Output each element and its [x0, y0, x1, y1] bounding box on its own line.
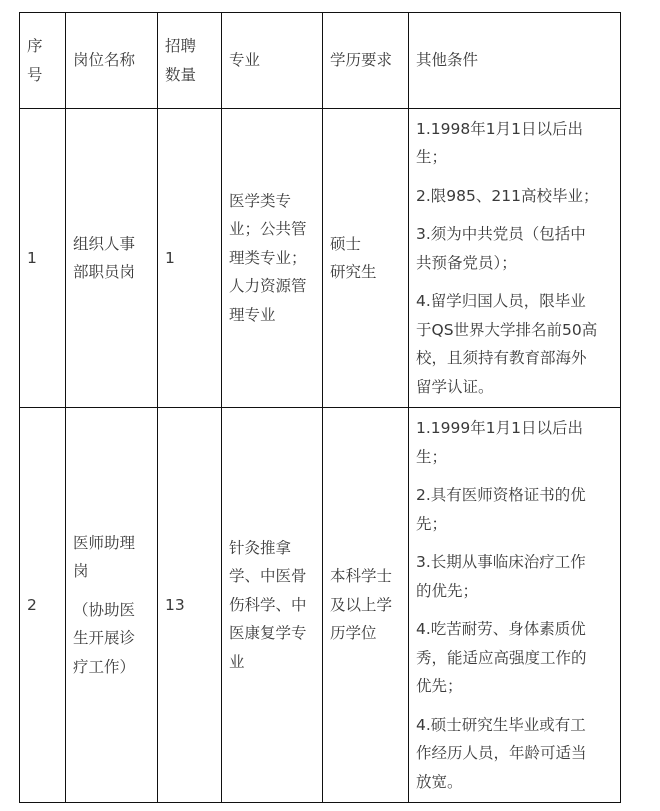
paragraph: [165, 32, 215, 89]
paragraph: [27, 32, 59, 89]
text-line: 其他条件: [416, 51, 479, 70]
text-line: 1.1999年1月1日以后出: [416, 419, 583, 437]
cell-index: [20, 109, 66, 408]
paragraph: [416, 615, 614, 701]
paragraph: [229, 187, 316, 330]
header-row: [20, 13, 621, 109]
text-line: 1: [165, 248, 175, 267]
paragraph: [330, 562, 402, 648]
text-line: 本科学士: [330, 567, 393, 586]
text-line: 硕士: [330, 234, 362, 253]
text-line: 历学位: [330, 624, 377, 643]
text-line: 秀，能适应高强度工作的: [416, 648, 587, 667]
table-row: [20, 408, 621, 803]
paragraph: [416, 414, 614, 471]
text-line: 招聘: [165, 37, 197, 55]
text-line: 针灸推拿: [229, 538, 292, 557]
cell-headcount: [158, 408, 222, 803]
text-line: 生；: [416, 447, 448, 466]
paragraph: [229, 46, 316, 75]
text-line: 伤科学、中: [229, 595, 307, 614]
cell-education: [323, 109, 409, 408]
paragraph: [416, 548, 614, 605]
text-line: 作经历人员，年龄可适当: [416, 744, 587, 762]
paragraph: [416, 711, 614, 797]
text-line: 1: [27, 248, 37, 267]
paragraph: [330, 46, 402, 75]
text-line: 学、中医骨: [229, 567, 307, 586]
text-line: 岗位名称: [73, 51, 136, 70]
text-line: 的优先；: [416, 581, 479, 600]
paragraph: [73, 230, 151, 287]
text-line: 2.限985、211高校毕业；: [416, 186, 599, 205]
text-line: 共预备党员）；: [416, 253, 517, 272]
text-line: 1.1998年1月1日以后出: [416, 119, 583, 138]
paragraph: [416, 481, 614, 538]
text-line: 人力资源管: [229, 277, 307, 296]
text-line: 3.长期从事临床治疗工作: [416, 553, 586, 571]
paragraph: [229, 534, 316, 677]
cell-position-name: [66, 13, 158, 109]
cell-major: [222, 408, 323, 803]
text-line: 部职员岗: [73, 263, 136, 281]
paragraph: [416, 220, 614, 277]
text-line: 序: [27, 37, 43, 55]
text-line: 组织人事: [73, 234, 136, 253]
text-line: 生开展诊: [73, 629, 136, 648]
text-line: （协助医: [73, 600, 136, 619]
text-line: 放宽。: [416, 772, 463, 791]
text-line: 13: [165, 595, 185, 614]
text-line: 留学认证。: [416, 377, 494, 396]
text-line: 2.具有医师资格证书的优: [416, 486, 586, 504]
table-row: [20, 109, 621, 408]
text-line: 校，且须持有教育部海外: [416, 349, 587, 368]
cell-major: [222, 13, 323, 109]
cell-headcount: [158, 13, 222, 109]
text-line: 号: [27, 65, 43, 84]
cell-other-requirements: [409, 13, 621, 109]
paragraph: [73, 529, 151, 586]
cell-education: [323, 13, 409, 109]
text-line: 理类专业；: [229, 248, 307, 267]
text-line: 理专业: [229, 305, 276, 324]
paragraph: [330, 230, 402, 287]
text-line: 岗: [73, 562, 89, 581]
text-line: 优先；: [416, 677, 463, 695]
paragraph: [165, 244, 215, 273]
text-line: 4.吃苦耐劳、身体素质优: [416, 620, 586, 638]
cell-index: [20, 13, 66, 109]
text-line: 及以上学: [330, 595, 393, 614]
text-line: 业: [229, 652, 245, 671]
text-line: 2: [27, 595, 37, 614]
paragraph: [73, 46, 151, 75]
cell-position-name: [66, 408, 158, 803]
text-line: 专业: [229, 51, 261, 70]
text-line: 业；公共管: [229, 220, 307, 239]
paragraph: [165, 591, 215, 620]
cell-position-name: [66, 109, 158, 408]
text-line: 4.留学归国人员，限毕业: [416, 292, 586, 311]
paragraph: [416, 115, 614, 172]
cell-education: [323, 408, 409, 803]
paragraph: [27, 591, 59, 620]
recruitment-table: [19, 12, 621, 803]
text-line: 生；: [416, 148, 448, 167]
text-line: 研究生: [330, 263, 377, 281]
paragraph: [27, 244, 59, 273]
text-line: 医学类专: [229, 191, 292, 210]
cell-other-requirements: [409, 109, 621, 408]
text-line: 3.须为中共党员（包括中: [416, 225, 586, 244]
cell-headcount: [158, 109, 222, 408]
cell-other-requirements: [409, 408, 621, 803]
text-line: 4.硕士研究生毕业或有工: [416, 715, 586, 734]
paragraph: [416, 46, 614, 75]
text-line: 先；: [416, 514, 448, 533]
cell-major: [222, 109, 323, 408]
paragraph: [416, 287, 614, 401]
text-line: 医康复学专: [229, 624, 307, 643]
text-line: 数量: [165, 65, 197, 84]
text-line: 于QS世界大学排名前50高: [416, 320, 598, 339]
text-line: 学历要求: [330, 51, 393, 70]
cell-index: [20, 408, 66, 803]
paragraph: [416, 182, 614, 211]
text-line: 医师助理: [73, 533, 136, 552]
paragraph: [73, 596, 151, 682]
text-line: 疗工作）: [73, 657, 136, 676]
